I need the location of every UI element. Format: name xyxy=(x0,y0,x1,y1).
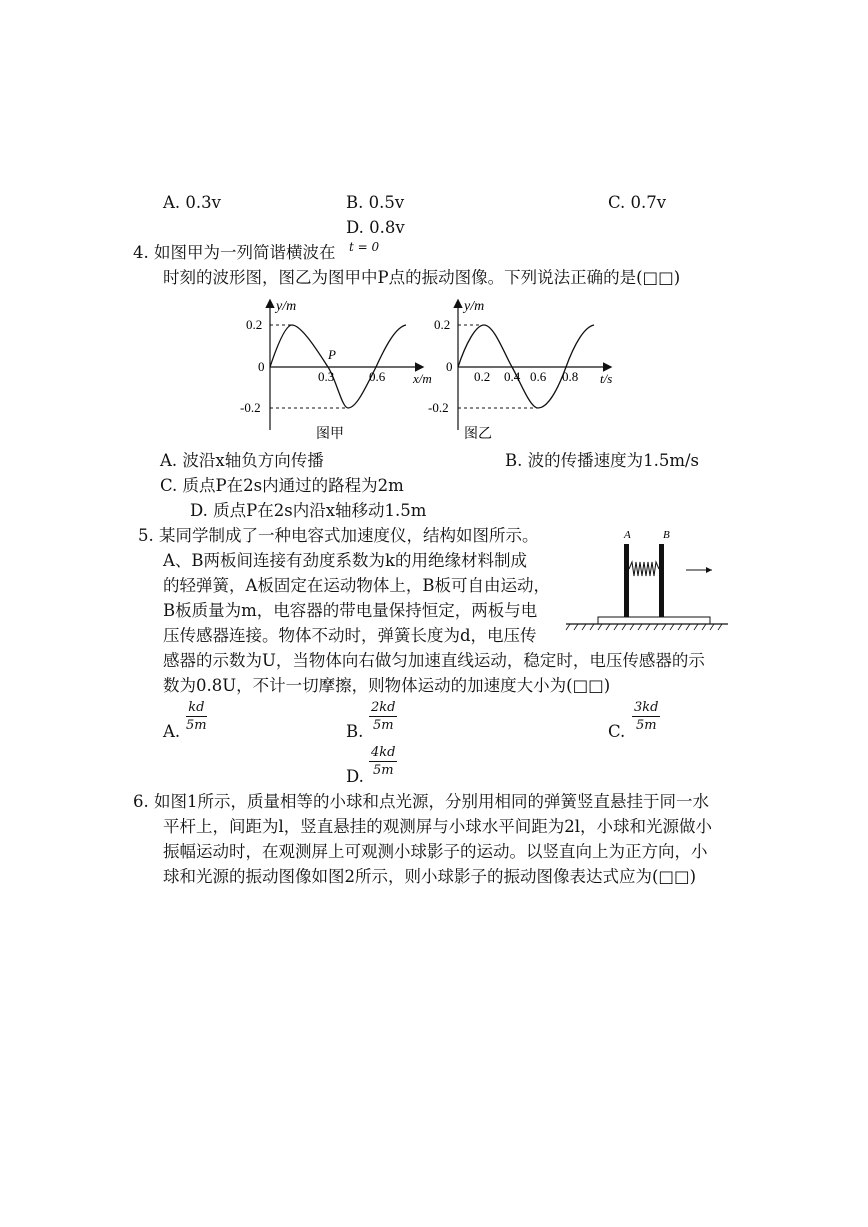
q5-line-2: A、B两板间连接有劲度系数为k的用绝缘材料制成 xyxy=(163,551,528,570)
q5-option-c-fraction xyxy=(632,700,660,733)
q5-line-4: B板质量为m，电容器的带电量保持恒定，两板与电 xyxy=(163,601,538,620)
q6-line-1: 6. 如图1所示，质量相等的小球和点光源，分别用相同的弹簧竖直悬挂于同一水 xyxy=(133,792,709,811)
q6-line-2: 平杆上，间距为l，竖直悬挂的观测屏与小球水平间距为2l，小球和光源做小 xyxy=(163,817,713,836)
x-tick-2: 0.6 xyxy=(369,369,386,384)
fraction-numerator: 3kd xyxy=(634,700,659,715)
graph-b-caption: 图乙 xyxy=(464,427,492,442)
origin-label: 0 xyxy=(446,359,453,374)
y-top-tick: 0.2 xyxy=(246,317,263,332)
vibration-graph xyxy=(428,295,623,445)
t-tick-1: 0.2 xyxy=(474,369,491,384)
q4-option-b: B. 波的传播速度为1.5m/s xyxy=(505,451,700,470)
q5-option-a-label: A. xyxy=(163,722,181,741)
y-bottom-tick: -0.2 xyxy=(240,400,261,415)
q5-line-3: 的轻弹簧，A板固定在运动物体上，B板可自由运动， xyxy=(163,576,551,595)
fraction-numerator: kd xyxy=(186,700,207,717)
point-p-label: P xyxy=(328,347,336,362)
q4-option-c: C. 质点P在2s内通过的路程为2m xyxy=(160,476,404,495)
q3-option-a: A. 0.3v xyxy=(163,193,221,212)
plate-b-label: B xyxy=(663,529,670,541)
q4-line-1: 4. 如图甲为一列简谐横波在 xyxy=(133,243,336,262)
q5-line-6: 感器的示数为U，当物体向右做匀加速直线运动，稳定时，电压传感器的示 xyxy=(163,651,705,670)
t-tick-4: 0.8 xyxy=(562,369,579,384)
tlabel-text: t/s xyxy=(600,371,613,386)
fraction-denominator: 5m xyxy=(372,763,394,778)
q5-option-b-label: B. xyxy=(346,722,364,741)
q3-option-c: C. 0.7v xyxy=(608,193,667,212)
q4-t0: t = 0 xyxy=(349,240,380,254)
q5-line-7: 数为0.8U，不计一切摩擦，则物体运动的加速度大小为(□□) xyxy=(163,676,611,695)
ylabel-text: y/m xyxy=(276,299,297,314)
fraction-denominator: 5m xyxy=(186,718,207,733)
q4-line-2: 时刻的波形图，图乙为图甲中P点的振动图像。下列说法正确的是(□□) xyxy=(163,268,681,287)
arrow-head xyxy=(706,567,712,573)
spring xyxy=(629,562,659,576)
xlabel-text: x/m xyxy=(413,371,432,386)
q5-option-d-fraction xyxy=(369,745,397,778)
q6-line-4: 球和光源的振动图像如图2所示，则小球影子的振动图像表达式应为(□□) xyxy=(163,867,697,886)
q5-option-d-label: D. xyxy=(346,767,364,786)
base-object xyxy=(598,617,710,624)
q3-option-d: D. 0.8v xyxy=(346,218,405,237)
q5-option-a-fraction xyxy=(186,700,207,733)
origin-label: 0 xyxy=(258,359,265,374)
fraction-denominator: 5m xyxy=(372,718,394,733)
fraction-denominator: 5m xyxy=(635,718,657,733)
t-tick-3: 0.6 xyxy=(530,369,547,384)
fraction-numerator: 2kd xyxy=(371,700,396,715)
q6-line-3: 振幅运动时，在观测屏上可观测小球影子的运动。以竖直向上为正方向，小 xyxy=(163,842,708,861)
q4-option-d: D. 质点P在2s内沿x轴移动1.5m xyxy=(190,501,427,520)
wave-graph xyxy=(240,295,440,445)
t-tick-2: 0.4 xyxy=(504,369,521,384)
q3-option-b: B. 0.5v xyxy=(346,193,405,212)
ground-hatch xyxy=(566,624,722,630)
graph-a-caption: 图甲 xyxy=(316,427,344,442)
ylabel-text: y/m xyxy=(464,299,485,314)
q5-option-b-fraction xyxy=(369,700,397,733)
q5-line-1: 5. 某同学制成了一种电容式加速度仪，结构如图所示。 xyxy=(138,526,539,545)
plate-a-label: A xyxy=(624,529,631,541)
accelerometer-diagram xyxy=(562,524,732,636)
y-bottom-tick: -0.2 xyxy=(428,400,449,415)
x-tick-1: 0.3 xyxy=(318,369,335,384)
y-top-tick: 0.2 xyxy=(434,317,451,332)
q5-option-c-label: C. xyxy=(608,722,626,741)
q4-option-a: A. 波沿x轴负方向传播 xyxy=(160,451,324,470)
q5-line-5: 压传感器连接。物体不动时，弹簧长度为d，电压传 xyxy=(163,626,537,645)
plate-b xyxy=(659,544,664,617)
fraction-numerator: 4kd xyxy=(371,745,396,760)
plate-a xyxy=(624,544,629,617)
